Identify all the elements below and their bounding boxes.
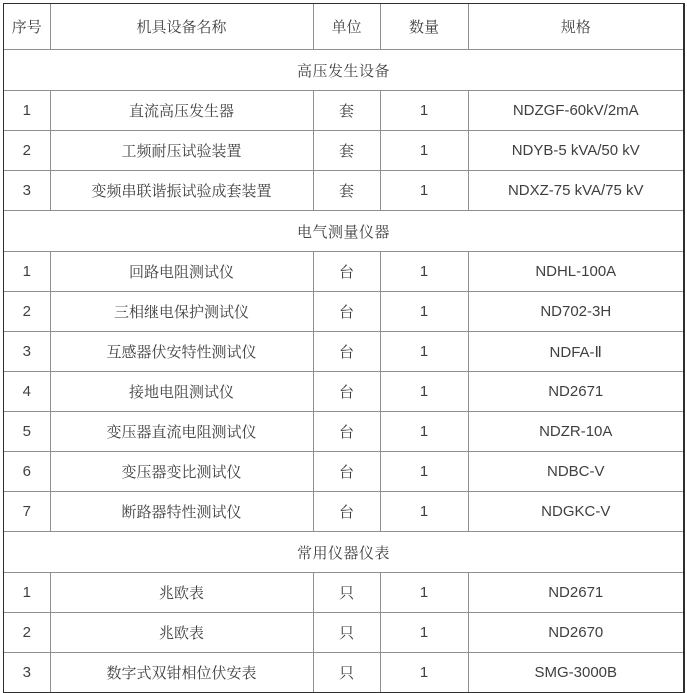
cell-qty: 1 xyxy=(380,171,468,211)
cell-no: 2 xyxy=(4,131,50,171)
cell-qty: 1 xyxy=(380,492,468,532)
cell-qty: 1 xyxy=(380,252,468,292)
cell-no: 6 xyxy=(4,452,50,492)
header-spec: 规格 xyxy=(468,4,683,50)
cell-no: 1 xyxy=(4,252,50,292)
cell-name: 回路电阻测试仪 xyxy=(50,252,313,292)
header-unit: 单位 xyxy=(313,4,380,50)
cell-name: 数字式双钳相位伏安表 xyxy=(50,653,313,693)
cell-no: 7 xyxy=(4,492,50,532)
table-row xyxy=(4,171,683,211)
cell-qty: 1 xyxy=(380,412,468,452)
cell-no: 1 xyxy=(4,91,50,131)
equipment-table-container xyxy=(3,3,685,693)
table-row xyxy=(4,573,683,613)
cell-spec: SMG-3000B xyxy=(468,653,683,693)
header-no: 序号 xyxy=(4,4,50,50)
cell-no: 2 xyxy=(4,613,50,653)
section-title: 电气测量仪器 xyxy=(4,211,683,252)
section-title: 高压发生设备 xyxy=(4,50,683,91)
section-header-row xyxy=(4,211,683,252)
cell-no: 2 xyxy=(4,292,50,332)
cell-unit: 套 xyxy=(313,91,380,131)
section-header-row xyxy=(4,50,683,91)
cell-qty: 1 xyxy=(380,653,468,693)
table-row xyxy=(4,452,683,492)
cell-spec: NDFA-Ⅱ xyxy=(468,332,683,372)
cell-name: 兆欧表 xyxy=(50,573,313,613)
cell-unit: 台 xyxy=(313,492,380,532)
cell-unit: 台 xyxy=(313,412,380,452)
cell-name: 兆欧表 xyxy=(50,613,313,653)
cell-name: 变压器直流电阻测试仪 xyxy=(50,412,313,452)
cell-unit: 台 xyxy=(313,252,380,292)
header-qty: 数量 xyxy=(380,4,468,50)
cell-spec: NDGKC-V xyxy=(468,492,683,532)
table-row xyxy=(4,91,683,131)
table-row xyxy=(4,332,683,372)
cell-unit: 只 xyxy=(313,573,380,613)
cell-spec: NDHL-100A xyxy=(468,252,683,292)
cell-qty: 1 xyxy=(380,372,468,412)
cell-spec: NDYB-5 kVA/50 kV xyxy=(468,131,683,171)
table-row xyxy=(4,131,683,171)
cell-no: 3 xyxy=(4,332,50,372)
header-name: 机具设备名称 xyxy=(50,4,313,50)
cell-unit: 台 xyxy=(313,292,380,332)
cell-qty: 1 xyxy=(380,292,468,332)
cell-qty: 1 xyxy=(380,573,468,613)
cell-unit: 套 xyxy=(313,171,380,211)
cell-spec: NDZGF-60kV/2mA xyxy=(468,91,683,131)
cell-spec: NDXZ-75 kVA/75 kV xyxy=(468,171,683,211)
cell-name: 接地电阻测试仪 xyxy=(50,372,313,412)
equipment-table-body xyxy=(4,50,683,693)
cell-spec: ND2671 xyxy=(468,573,683,613)
section-header-row xyxy=(4,532,683,573)
cell-spec: ND702-3H xyxy=(468,292,683,332)
table-row xyxy=(4,653,683,693)
cell-no: 5 xyxy=(4,412,50,452)
cell-no: 3 xyxy=(4,653,50,693)
cell-spec: ND2671 xyxy=(468,372,683,412)
cell-unit: 只 xyxy=(313,613,380,653)
cell-spec: NDBC-V xyxy=(468,452,683,492)
cell-name: 互感器伏安特性测试仪 xyxy=(50,332,313,372)
table-row xyxy=(4,372,683,412)
cell-qty: 1 xyxy=(380,332,468,372)
cell-spec: ND2670 xyxy=(468,613,683,653)
cell-name: 断路器特性测试仪 xyxy=(50,492,313,532)
cell-unit: 台 xyxy=(313,332,380,372)
cell-no: 3 xyxy=(4,171,50,211)
cell-spec: NDZR-10A xyxy=(468,412,683,452)
cell-name: 变频串联谐振试验成套装置 xyxy=(50,171,313,211)
cell-qty: 1 xyxy=(380,91,468,131)
table-header-row xyxy=(4,4,683,50)
cell-no: 4 xyxy=(4,372,50,412)
cell-name: 变压器变比测试仪 xyxy=(50,452,313,492)
cell-name: 三相继电保护测试仪 xyxy=(50,292,313,332)
cell-unit: 台 xyxy=(313,452,380,492)
cell-qty: 1 xyxy=(380,613,468,653)
cell-name: 直流高压发生器 xyxy=(50,91,313,131)
cell-qty: 1 xyxy=(380,452,468,492)
table-row xyxy=(4,252,683,292)
table-row xyxy=(4,412,683,452)
cell-name: 工频耐压试验装置 xyxy=(50,131,313,171)
cell-unit: 只 xyxy=(313,653,380,693)
cell-unit: 台 xyxy=(313,372,380,412)
equipment-table xyxy=(4,4,683,692)
cell-no: 1 xyxy=(4,573,50,613)
cell-unit: 套 xyxy=(313,131,380,171)
table-row xyxy=(4,492,683,532)
table-row xyxy=(4,292,683,332)
table-row xyxy=(4,613,683,653)
section-title: 常用仪器仪表 xyxy=(4,532,683,573)
cell-qty: 1 xyxy=(380,131,468,171)
